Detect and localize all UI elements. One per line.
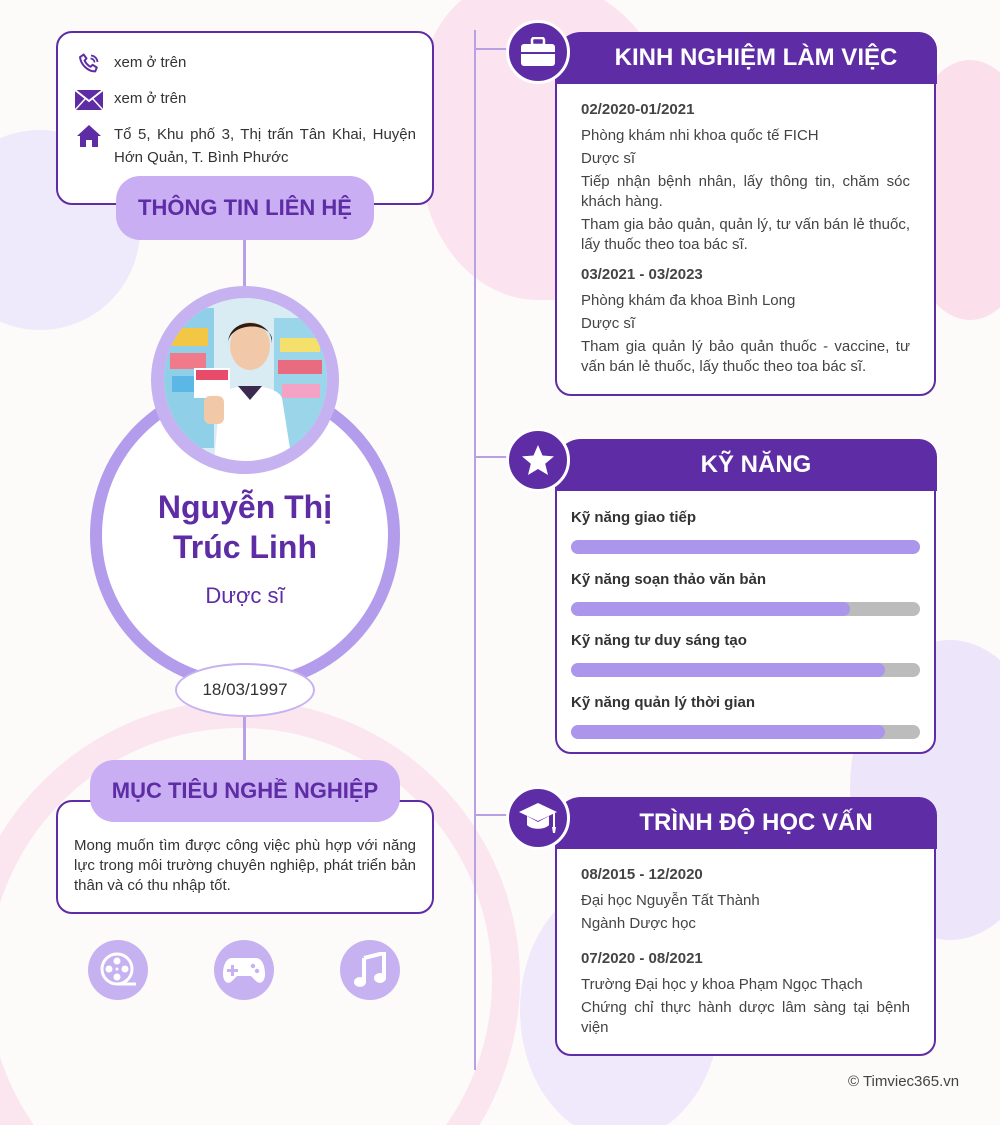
graduation-cap-icon xyxy=(506,786,570,850)
education-major: Ngành Dược học xyxy=(581,915,696,932)
skill-item xyxy=(571,509,920,554)
experience-company: Phòng khám nhi khoa quốc tế FICH xyxy=(581,127,819,144)
experience-desc: Tiếp nhận bệnh nhân, lấy thông tin, chăm sóc khách hàng. xyxy=(581,173,910,210)
connector-contact-photo xyxy=(243,240,246,288)
education-school: Đại học Nguyễn Tất Thành xyxy=(581,892,760,909)
experience-desc: Tham gia bảo quản, quản lý, tư vấn bán lẻ thuốc, lấy thuốc theo toa bác sĩ. xyxy=(581,216,910,253)
skill-bar-fill xyxy=(571,725,885,739)
skill-bar xyxy=(571,602,920,616)
briefcase-icon xyxy=(506,20,570,84)
education-date: 08/2015 - 12/2020 xyxy=(581,866,703,883)
experience-title: KINH NGHIỆM LÀM VIỆC xyxy=(555,32,937,84)
education-school: Trường Đại học y khoa Phạm Ngọc Thạch xyxy=(581,976,863,993)
music-note-icon xyxy=(340,940,400,1000)
skill-bar xyxy=(571,540,920,554)
profile-name xyxy=(100,487,390,567)
skills-title: KỸ NĂNG xyxy=(555,439,937,491)
education-date: 07/2020 - 08/2021 xyxy=(581,950,703,967)
objective-title: MỤC TIÊU NGHỀ NGHIỆP xyxy=(90,760,400,822)
experience-company: Phòng khám đa khoa Bình Long xyxy=(581,292,796,309)
objective-text: Mong muốn tìm được công việc phù hợp với năng lực trong môi trường chuyên nghiệp, phát triển bản thân và có thu nhập tốt. xyxy=(74,837,416,894)
contact-email: xem ở trên xyxy=(114,90,187,107)
experience-date: 03/2021 - 03/2023 xyxy=(581,266,703,283)
film-reel-icon xyxy=(88,940,148,1000)
skill-item xyxy=(571,694,920,739)
skill-bar-fill xyxy=(571,602,850,616)
profile-name-line1: Nguyễn Thị xyxy=(157,489,333,525)
skill-label: Kỹ năng tư duy sáng tạo xyxy=(571,632,747,649)
contact-phone: xem ở trên xyxy=(114,54,187,71)
skill-label: Kỹ năng soạn thảo văn bản xyxy=(571,571,767,588)
profile-dob: 18/03/1997 xyxy=(175,663,315,717)
skill-bar xyxy=(571,725,920,739)
experience-date: 02/2020-01/2021 xyxy=(581,101,695,118)
profile-role: Dược sĩ xyxy=(205,583,285,608)
experience-position: Dược sĩ xyxy=(581,315,636,332)
experience-item-2 xyxy=(581,266,910,380)
skill-label: Kỹ năng giao tiếp xyxy=(571,509,697,526)
skill-bar-fill xyxy=(571,663,885,677)
timeline-line xyxy=(474,30,476,1070)
connector-dob-objective xyxy=(243,717,246,761)
skill-bar-fill xyxy=(571,540,920,554)
profile-photo xyxy=(164,298,327,461)
skill-bar xyxy=(571,663,920,677)
contact-title: THÔNG TIN LIÊN HỆ xyxy=(116,176,374,240)
education-title: TRÌNH ĐỘ HỌC VẤN xyxy=(555,797,937,849)
skill-item xyxy=(571,571,920,616)
envelope-icon xyxy=(74,87,104,113)
skill-item xyxy=(571,632,920,677)
experience-item-1 xyxy=(581,101,910,258)
gamepad-icon xyxy=(214,940,274,1000)
contact-phone-row xyxy=(74,51,416,77)
phone-icon xyxy=(74,51,104,77)
experience-desc: Tham gia quản lý bảo quản thuốc - vaccine, tư vấn bán lẻ thuốc, lấy thuốc theo toa bác sĩ. xyxy=(581,338,910,375)
experience-position: Dược sĩ xyxy=(581,150,636,167)
contact-address: Tổ 5, Khu phố 3, Thị trấn Tân Khai, Huyện Hớn Quản, T. Bình Phước xyxy=(114,126,416,166)
profile-name-line2: Trúc Linh xyxy=(173,529,317,565)
home-icon xyxy=(74,123,104,149)
star-icon xyxy=(506,428,570,492)
skill-label: Kỹ năng quản lý thời gian xyxy=(571,694,756,711)
contact-email-row xyxy=(74,87,416,113)
site-credit: © Timviec365.vn xyxy=(848,1073,960,1090)
education-item-1 xyxy=(581,866,910,937)
education-item-2 xyxy=(581,950,910,1041)
education-major: Chứng chỉ thực hành dược lâm sàng tại bệnh viện xyxy=(581,999,910,1036)
contact-address-row xyxy=(74,123,416,169)
